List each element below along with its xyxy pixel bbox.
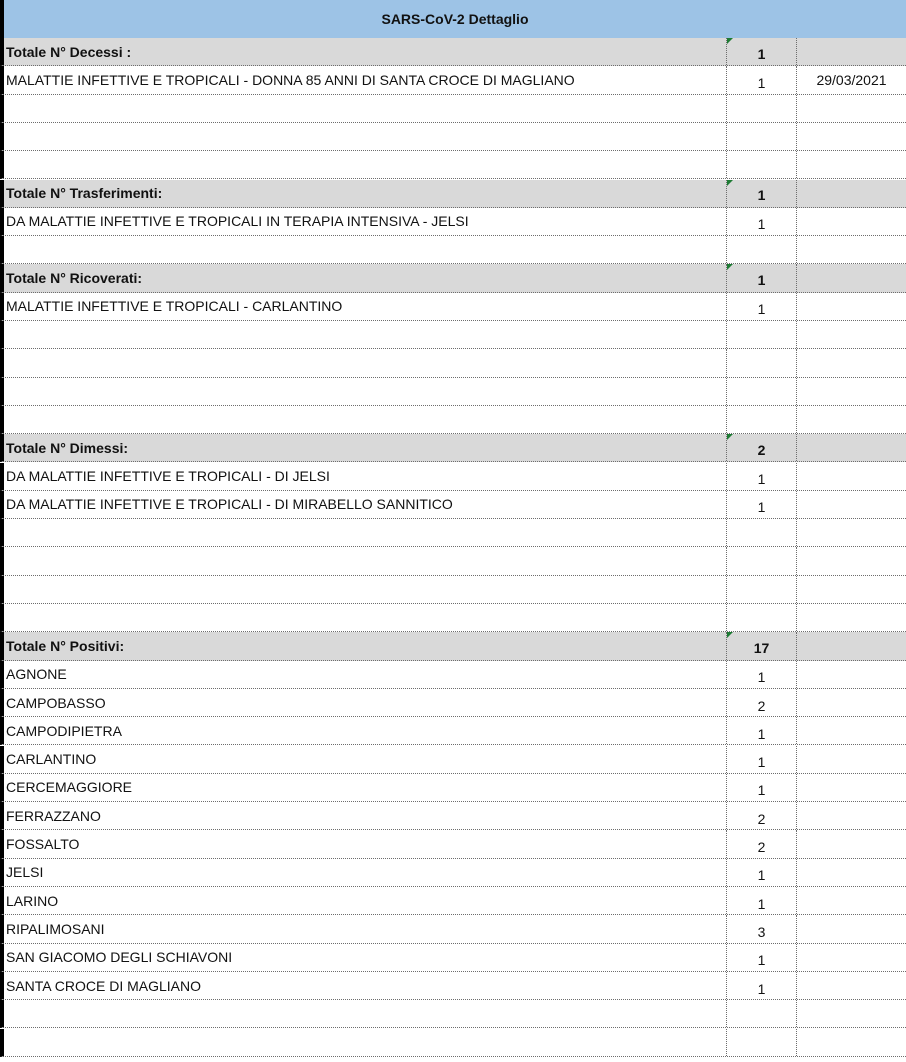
count-cell[interactable]	[726, 547, 796, 574]
count-cell[interactable]	[726, 95, 796, 122]
date-cell[interactable]	[796, 95, 906, 122]
description-cell[interactable]: SANTA CROCE DI MAGLIANO	[6, 977, 201, 994]
count-cell[interactable]	[726, 972, 796, 999]
description-cell[interactable]: LARINO	[6, 892, 59, 909]
date-cell[interactable]	[796, 180, 906, 207]
description-cell[interactable]: Totale N° Ricoverati:	[6, 270, 143, 287]
sheet-title[interactable]: SARS-CoV-2 Dettaglio	[0, 0, 906, 38]
empty-row	[0, 519, 906, 547]
empty-row	[0, 236, 906, 264]
count-cell[interactable]	[726, 236, 796, 263]
comment-marker-icon	[727, 434, 733, 440]
table-row	[0, 972, 906, 1000]
table-row	[0, 661, 906, 689]
description-cell[interactable]	[6, 406, 724, 433]
count-value: 1	[757, 499, 766, 516]
date-cell[interactable]	[796, 830, 906, 857]
count-cell[interactable]	[726, 519, 796, 546]
description-cell[interactable]	[6, 151, 724, 178]
date-cell[interactable]	[796, 349, 906, 376]
date-cell[interactable]	[796, 717, 906, 744]
description-cell[interactable]: DA MALATTIE INFETTIVE E TROPICALI IN TERAPIA INTENSIVA - JELSI	[6, 213, 469, 230]
description-cell[interactable]	[6, 547, 724, 574]
count-cell[interactable]	[726, 717, 796, 744]
count-value: 1	[757, 754, 766, 771]
comment-marker-icon	[727, 38, 733, 44]
description-cell[interactable]: MALATTIE INFETTIVE E TROPICALI - DONNA 85 ANNI DI SANTA CROCE DI MAGLIANO	[6, 71, 575, 88]
comment-marker-icon	[727, 180, 733, 186]
count-cell[interactable]	[726, 208, 796, 235]
empty-row	[0, 95, 906, 123]
date-cell[interactable]	[796, 632, 906, 659]
count-cell[interactable]	[726, 689, 796, 716]
table-row	[0, 944, 906, 972]
description-cell[interactable]: FERRAZZANO	[6, 807, 101, 824]
description-cell[interactable]	[6, 519, 724, 546]
count-value: 1	[757, 187, 766, 204]
count-cell[interactable]	[726, 434, 796, 461]
date-cell[interactable]	[796, 774, 906, 801]
description-cell[interactable]: RIPALIMOSANI	[6, 920, 105, 937]
description-cell[interactable]: Totale N° Decessi :	[6, 43, 132, 60]
count-value: 1	[757, 782, 766, 799]
date-cell[interactable]: 29/03/2021	[796, 66, 906, 93]
description-cell[interactable]: AGNONE	[6, 666, 67, 683]
count-cell[interactable]	[726, 887, 796, 914]
date-cell[interactable]	[796, 689, 906, 716]
table-row	[0, 689, 906, 717]
date-cell[interactable]	[796, 944, 906, 971]
count-value: 2	[757, 697, 766, 714]
table-row	[0, 491, 906, 519]
count-cell[interactable]	[726, 406, 796, 433]
date-cell[interactable]	[796, 321, 906, 348]
empty-row	[0, 349, 906, 377]
count-cell[interactable]	[726, 576, 796, 603]
comment-marker-icon	[727, 632, 733, 638]
count-value: 1	[757, 272, 766, 289]
table-row	[0, 802, 906, 830]
table-row	[0, 463, 906, 491]
empty-row	[0, 1029, 906, 1057]
table-row	[0, 746, 906, 774]
date-cell[interactable]	[796, 972, 906, 999]
count-value: 2	[757, 441, 766, 458]
description-cell[interactable]	[6, 1000, 724, 1027]
comment-marker-icon	[727, 264, 733, 270]
table-row	[0, 887, 906, 915]
count-value: 1	[757, 471, 766, 488]
table-row	[0, 830, 906, 858]
empty-row	[0, 151, 906, 179]
description-cell[interactable]: CAMPOBASSO	[6, 694, 106, 711]
date-cell[interactable]	[796, 1000, 906, 1027]
date-cell[interactable]	[796, 378, 906, 405]
description-cell[interactable]: Totale N° Positivi:	[6, 637, 125, 654]
count-cell[interactable]	[726, 321, 796, 348]
description-cell[interactable]	[6, 378, 724, 405]
count-cell[interactable]	[726, 830, 796, 857]
date-cell[interactable]	[796, 604, 906, 631]
date-cell[interactable]	[796, 915, 906, 942]
date-cell[interactable]	[796, 264, 906, 291]
description-cell[interactable]	[6, 95, 724, 122]
count-cell[interactable]	[726, 915, 796, 942]
count-cell[interactable]	[726, 349, 796, 376]
table-row	[0, 915, 906, 943]
empty-row	[0, 547, 906, 575]
date-cell[interactable]	[796, 547, 906, 574]
date-cell[interactable]	[796, 661, 906, 688]
description-cell[interactable]	[6, 604, 724, 631]
count-cell[interactable]	[726, 38, 796, 65]
description-cell[interactable]	[6, 576, 724, 603]
table-row	[0, 66, 906, 94]
description-cell[interactable]: CARLANTINO	[6, 751, 97, 768]
count-cell[interactable]	[726, 378, 796, 405]
count-cell[interactable]	[726, 604, 796, 631]
description-cell[interactable]: CAMPODIPIETRA	[6, 722, 122, 739]
count-cell[interactable]	[726, 1000, 796, 1027]
date-cell[interactable]	[796, 802, 906, 829]
count-cell[interactable]	[726, 802, 796, 829]
section-header-row	[0, 434, 906, 462]
count-cell[interactable]	[726, 859, 796, 886]
section-header-row	[0, 632, 906, 660]
count-value: 1	[757, 216, 766, 233]
empty-row	[0, 378, 906, 406]
count-cell[interactable]	[726, 746, 796, 773]
section-header-row	[0, 180, 906, 208]
description-cell[interactable]: JELSI	[6, 864, 44, 881]
count-cell[interactable]	[726, 491, 796, 518]
date-cell[interactable]	[796, 859, 906, 886]
description-cell[interactable]: SAN GIACOMO DEGLI SCHIAVONI	[6, 949, 233, 966]
count-cell[interactable]	[726, 1029, 796, 1056]
description-cell[interactable]: MALATTIE INFETTIVE E TROPICALI - CARLANTINO	[6, 298, 343, 315]
date-cell[interactable]	[796, 463, 906, 490]
count-cell[interactable]	[726, 774, 796, 801]
date-cell[interactable]	[796, 434, 906, 461]
count-cell[interactable]	[726, 661, 796, 688]
description-cell[interactable]	[6, 123, 724, 150]
count-value: 1	[757, 74, 766, 91]
description-cell[interactable]: CERCEMAGGIORE	[6, 779, 133, 796]
section-header-row	[0, 38, 906, 66]
count-value: 3	[757, 923, 766, 940]
date-cell[interactable]	[796, 1029, 906, 1056]
date-cell[interactable]	[796, 151, 906, 178]
count-cell[interactable]	[726, 264, 796, 291]
description-cell[interactable]: FOSSALTO	[6, 836, 80, 853]
empty-row	[0, 604, 906, 632]
count-value: 1	[757, 867, 766, 884]
description-cell[interactable]	[6, 321, 724, 348]
count-cell[interactable]	[726, 66, 796, 93]
count-value: 2	[757, 839, 766, 856]
count-value: 17	[753, 639, 770, 656]
date-cell[interactable]	[796, 38, 906, 65]
date-cell[interactable]	[796, 887, 906, 914]
count-cell[interactable]	[726, 180, 796, 207]
date-cell[interactable]	[796, 293, 906, 320]
description-cell[interactable]: Totale N° Trasferimenti:	[6, 185, 163, 202]
empty-row	[0, 321, 906, 349]
date-cell[interactable]	[796, 208, 906, 235]
count-value: 2	[757, 810, 766, 827]
count-cell[interactable]	[726, 632, 796, 659]
empty-row	[0, 123, 906, 151]
count-cell[interactable]	[726, 944, 796, 971]
date-cell[interactable]	[796, 519, 906, 546]
section-header-row	[0, 264, 906, 292]
description-cell[interactable]	[6, 236, 724, 263]
date-cell[interactable]	[796, 236, 906, 263]
table-row	[0, 208, 906, 236]
description-cell[interactable]: DA MALATTIE INFETTIVE E TROPICALI - DI MIRABELLO SANNITICO	[6, 496, 453, 513]
count-cell[interactable]	[726, 463, 796, 490]
count-value: 1	[757, 301, 766, 318]
date-cell[interactable]	[796, 491, 906, 518]
empty-row	[0, 406, 906, 434]
description-cell[interactable]	[6, 349, 724, 376]
description-cell[interactable]: DA MALATTIE INFETTIVE E TROPICALI - DI JELSI	[6, 468, 330, 485]
count-cell[interactable]	[726, 293, 796, 320]
count-value: 1	[757, 952, 766, 969]
count-cell[interactable]	[726, 151, 796, 178]
date-cell[interactable]	[796, 746, 906, 773]
table-row	[0, 717, 906, 745]
count-value: 1	[757, 980, 766, 997]
date-cell[interactable]	[796, 406, 906, 433]
count-value: 1	[757, 725, 766, 742]
table-row	[0, 859, 906, 887]
count-cell[interactable]	[726, 123, 796, 150]
empty-row	[0, 576, 906, 604]
description-cell[interactable]: Totale N° Dimessi:	[6, 439, 129, 456]
count-value: 1	[757, 45, 766, 62]
table-row	[0, 774, 906, 802]
empty-row	[0, 1000, 906, 1028]
count-value: 1	[757, 669, 766, 686]
table-row	[0, 293, 906, 321]
description-cell[interactable]	[6, 1029, 724, 1056]
count-value: 1	[757, 895, 766, 912]
date-cell[interactable]	[796, 576, 906, 603]
date-cell[interactable]	[796, 123, 906, 150]
